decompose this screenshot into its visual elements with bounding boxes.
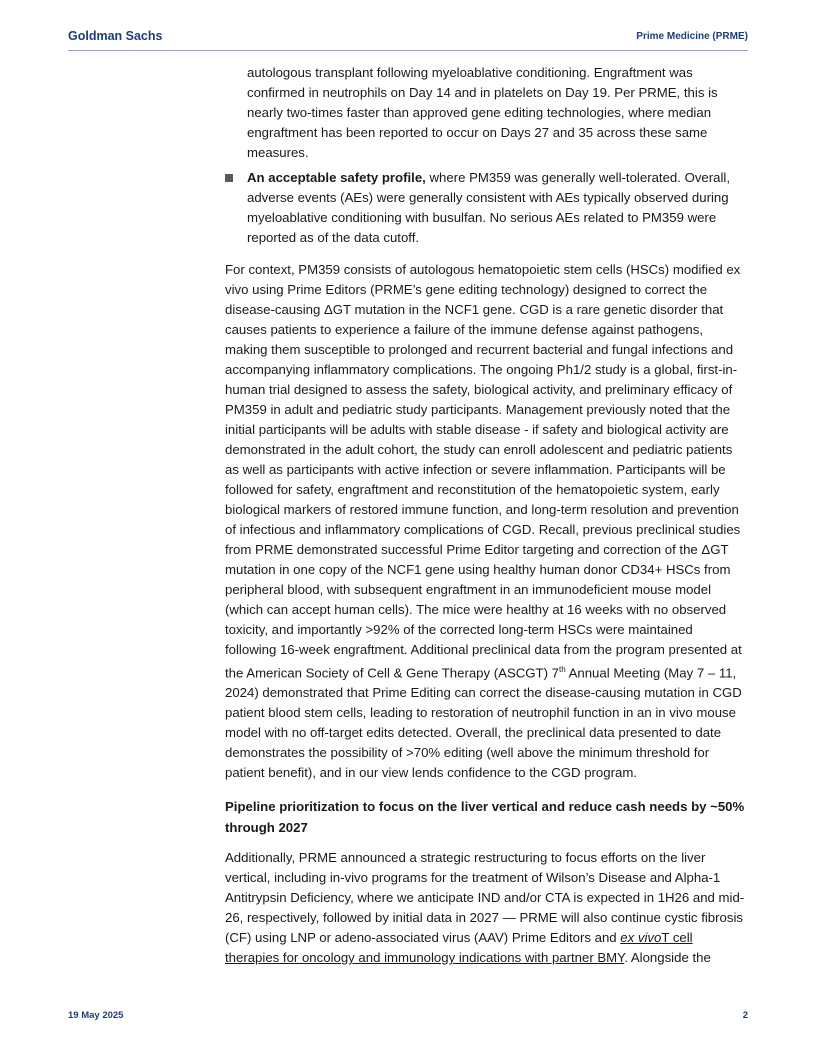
restructuring-tail: . Alongside the — [624, 950, 711, 966]
context-text-b: Annual Meeting (May 7 – 11, 2024) demonstrated that Prime Editing can correct the disease-causing mutation in CGD patient blood stem cells, leading to restoration of neutrophil function in an in vivo mouse model with no off-target edits detected. Overall, the preclinical data presented to date demonstrates the possibility of >70% editing (well above the minimum threshold for patient benefit), and in our view lends confidence to the CGD program. — [225, 665, 742, 781]
superscript-th: th — [558, 665, 566, 674]
context-text-a: For context, PM359 consists of autologous hematopoietic stem cells (HSCs) modified ex vivo using Prime Editors (PRME’s gene editing technology) designed to correct the disease-causing ΔGT mutation in the NCF1 gene. CGD is a rare genetic disorder that causes patients to experience a failure of the immune defense against pathogens, making them susceptible to prolonged and recurrent bacterial and fungal infections and accompanying inflammatory complications. The ongoing Ph1/2 study is a global, first-in-human trial designed to assess the safety, biological activity, and preliminary efficacy of PM359 in adult and pediatric study participants. Management previously noted that the initial participants will be adults with stable disease - if safety and biological activity are demonstrated in the adult cohort, the study can enroll adolescent and pediatric patients as well as participants with active infection or severe inflammation. Participants will be followed for safety, engraftment and reconstitution of the hematopoietic system, early biological markers of restored immune function, and long-term resolution and prevention of infectious and inflammatory complications of CGD. Recall, previous preclinical studies from PRME demonstrated successful Prime Editor targeting and correction of the ΔGT mutation in one copy of the NCF1 gene using healthy human donor CD34+ HSCs from peripheral blood, with subsequent engraftment in an immunodeficient mouse model (which can accept human cells). The mice were healthy at 16 weeks with no observed toxicity, and importantly >92% of the corrected long-term HSCs were maintained following 16-week engraftment. Additional preclinical data from the program presented at the American Society of Cell & Gene Therapy (ASCGT) 7 — [225, 262, 742, 681]
report-body — [225, 63, 747, 968]
footer-page-number: 2 — [742, 1010, 748, 1021]
bullet-safety-profile — [225, 168, 747, 248]
restructuring-text: Additionally, PRME announced a strategic restructuring to focus efforts on the liver vertical, including in-vivo programs for the treatment of Wilson’s Disease and Alpha-1 Antitrypsin Deficiency, where we anticipate IND and/or CTA is expected in 1H26 and mid-26, respectively, followed by initial data in 2027 — PRME will also continue cystic fibrosis (CF) using LNP or adeno-associated virus (AAV) Prime Editors and — [225, 850, 745, 946]
partner-link-text[interactable]: T cell therapies for oncology and immunology indications with partner BMY — [225, 930, 693, 966]
header-company: Prime Medicine (PRME) — [636, 31, 748, 42]
bullet-lead-text: An acceptable safety profile, — [247, 170, 426, 185]
header-brand: Goldman Sachs — [68, 29, 163, 43]
section-heading: Pipeline prioritization to focus on the liver vertical and reduce cash needs by ~50% through 2027 — [225, 799, 745, 836]
footer-date: 19 May 2025 — [68, 1010, 124, 1021]
restructuring-paragraph — [225, 848, 747, 968]
partner-link-italic[interactable]: ex vivo — [620, 930, 662, 946]
continuation-paragraph: autologous transplant following myeloablative conditioning. Engraftment was confirmed in neutrophils on Day 14 and in platelets on Day 19. Per PRME, this is nearly two-times faster than approved gene editing technologies, where median engraftment has been reported to occur on Days 27 and 35 across these same measures. — [247, 65, 718, 160]
header-rule — [68, 50, 748, 51]
bullet-square-icon — [225, 174, 233, 182]
bullet-text: where PM359 was generally well-tolerated. Overall, adverse events (AEs) were generally consistent with AEs typically observed during myeloablative conditioning with busulfan. No serious AEs related to PM359 were reported as of the data cutoff. — [247, 170, 731, 245]
context-paragraph — [225, 260, 747, 783]
